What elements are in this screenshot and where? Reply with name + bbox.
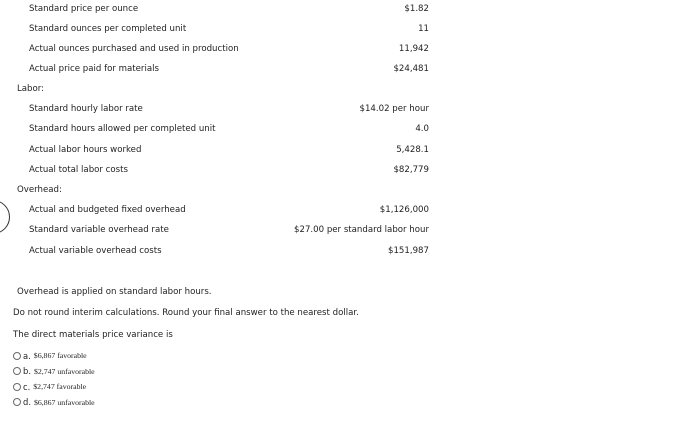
option-a[interactable] — [13, 348, 95, 364]
table-row — [0, 202, 440, 218]
option-letter: b. — [23, 366, 31, 377]
row-label: Actual price paid for materials — [29, 64, 159, 74]
question-text: The direct materials price variance is — [13, 330, 173, 340]
row-value: $82,779 — [393, 165, 429, 175]
option-text: $6,867 favorable — [33, 351, 87, 361]
option-text: $2,747 favorable — [33, 382, 87, 392]
table-row — [0, 61, 440, 77]
row-value: 4.0 — [415, 124, 429, 134]
row-value: $27.00 per standard labor hour — [294, 225, 429, 235]
option-letter: a. — [23, 350, 31, 361]
row-label: Actual ounces purchased and used in production — [29, 44, 239, 54]
section-header-labor: Labor: — [17, 84, 45, 94]
table-row — [0, 162, 440, 178]
table-row — [0, 121, 440, 137]
table-row — [0, 1, 440, 17]
row-label: Standard variable overhead rate — [29, 225, 169, 235]
row-label: Standard ounces per completed unit — [29, 24, 187, 34]
option-b[interactable] — [13, 364, 95, 380]
table-row — [0, 101, 440, 117]
radio-button[interactable] — [13, 352, 21, 360]
table-row — [0, 222, 440, 238]
row-label: Standard hours allowed per completed unit — [29, 124, 216, 134]
option-c[interactable] — [13, 379, 95, 395]
radio-button[interactable] — [13, 383, 21, 391]
row-label: Actual variable overhead costs — [29, 246, 162, 256]
radio-button[interactable] — [13, 398, 21, 406]
answer-options — [13, 348, 95, 410]
row-label: Actual total labor costs — [29, 165, 128, 175]
table-row — [0, 243, 440, 259]
row-value: $14.02 per hour — [359, 104, 429, 114]
row-label: Standard price per ounce — [29, 4, 139, 14]
row-value: 5,428.1 — [396, 145, 429, 155]
row-value: $1.82 — [404, 4, 429, 14]
row-label: Actual and budgeted fixed overhead — [29, 205, 186, 215]
option-d[interactable] — [13, 395, 95, 411]
row-value: $1,126,000 — [379, 205, 429, 215]
row-value: 11 — [418, 24, 429, 34]
row-value: 11,942 — [398, 44, 429, 54]
row-value: $151,987 — [387, 246, 429, 256]
table-row — [0, 41, 440, 57]
overhead-note: Overhead is applied on standard labor hours. — [17, 287, 212, 297]
row-value: $24,481 — [393, 64, 429, 74]
section-header-overhead: Overhead: — [17, 185, 62, 195]
row-label: Standard hourly labor rate — [29, 104, 143, 114]
row-label: Actual labor hours worked — [29, 145, 142, 155]
table-row — [0, 142, 440, 158]
radio-button[interactable] — [13, 367, 21, 375]
option-text: $6,867 unfavorable — [33, 397, 95, 407]
rounding-instruction: Do not round interim calculations. Round your final answer to the nearest dollar. — [13, 308, 359, 318]
table-row — [0, 21, 440, 37]
option-letter: c. — [23, 381, 31, 392]
option-text: $2,747 unfavorable — [33, 366, 95, 376]
option-letter: d. — [23, 397, 31, 408]
